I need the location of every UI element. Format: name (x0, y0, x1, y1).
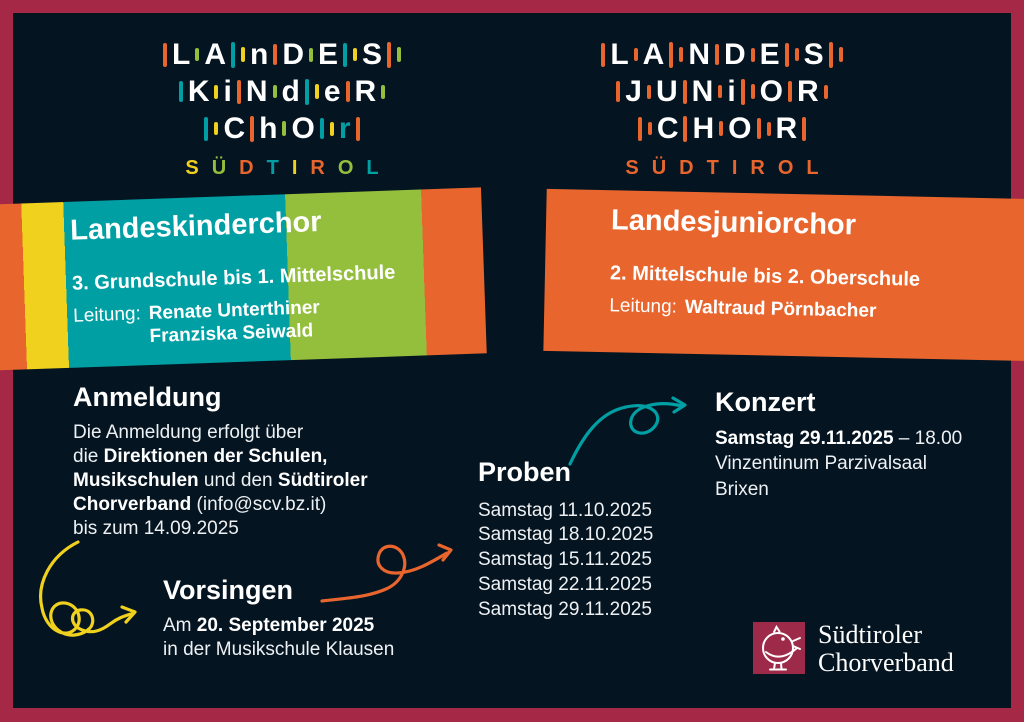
tally-bar-icon (273, 44, 277, 65)
tally-bar-icon (802, 117, 806, 141)
logo-subtitle-letter: L (806, 157, 819, 179)
logo-letter: A (204, 37, 226, 71)
logo-landeskinderchor (112, 36, 452, 178)
tally-bar-icon (741, 79, 745, 105)
proben-date: Samstag 11.10.2025 (478, 499, 652, 521)
proben-date: Samstag 29.11.2025 (478, 598, 652, 620)
logo-row (112, 73, 452, 110)
tally-bar-icon (381, 85, 385, 99)
banner-kinderchor-leaders (148, 296, 321, 348)
banner-juniorchor-leaders (685, 296, 877, 323)
tally-bar-icon (250, 116, 254, 142)
logo-letter: E (317, 37, 338, 71)
logo-letter: e (323, 74, 341, 108)
tally-bar-icon (273, 85, 277, 98)
logo-letter: N (688, 37, 710, 71)
chorverband-name-line1: Südtiroler (818, 620, 922, 649)
logo-landeskinderchor-subtitle (112, 158, 452, 178)
tally-bar-icon (785, 43, 789, 67)
logo-letter: N (245, 74, 268, 108)
tally-bar-icon (346, 81, 350, 102)
logo-letter: i (727, 74, 736, 108)
tally-bar-icon (195, 48, 199, 61)
tally-bar-icon (647, 85, 651, 99)
logo-subtitle-letter: D (679, 157, 694, 179)
konzert-line-1: Samstag 29.11.2025 – 18.00 (715, 427, 963, 449)
banner-juniorchor-title: Landesjuniorchor (610, 204, 857, 242)
banner-kinderchor-subtitle: 3. Grundschule bis 1. Mittelschule (71, 261, 396, 295)
tally-bar-icon (305, 79, 309, 105)
tally-bar-icon (638, 117, 642, 141)
section-konzert (715, 388, 962, 502)
anmeldung-line-3: Musikschulen und den Südtiroler (73, 469, 368, 491)
section-proben (478, 458, 653, 622)
tally-bar-icon (679, 47, 683, 62)
tally-bar-icon (669, 42, 673, 68)
logo-letter: d (281, 74, 300, 108)
banner-juniorchor-leitung-label: Leitung: (609, 295, 678, 318)
tally-bar-icon (356, 117, 360, 141)
logo-subtitle-letter: S (185, 157, 199, 179)
banner-kinderchor-leader: Renate Unterthiner (148, 296, 321, 324)
logo-letter: h (259, 111, 278, 145)
tally-bar-icon (719, 121, 723, 136)
logo-subtitle-letter: O (337, 157, 354, 179)
logo-letter: i (223, 74, 232, 108)
banner-landesjuniorchor (543, 189, 1024, 361)
logo-letter: A (642, 37, 665, 71)
konzert-line-3: Brixen (715, 478, 769, 500)
logo-letter: L (610, 37, 629, 71)
logo-letter: D (282, 37, 304, 71)
vorsingen-heading: Vorsingen (163, 575, 294, 605)
tally-bar-icon (757, 118, 761, 139)
logo-subtitle-letter: R (750, 157, 765, 179)
tally-bar-icon (387, 42, 391, 68)
logo-letter: H (692, 111, 715, 145)
logo-row (552, 110, 892, 147)
tally-bar-icon (683, 116, 687, 142)
konzert-line-2: Vinzentinum Parzivalsaal (715, 453, 927, 475)
logo-letter: C (656, 111, 679, 145)
tally-bar-icon (315, 84, 319, 99)
tally-bar-icon (767, 122, 771, 136)
logo-landeskinderchor-rows (112, 36, 452, 147)
tally-bar-icon (616, 81, 620, 102)
tally-bar-icon (204, 117, 208, 141)
tally-bar-icon (397, 47, 401, 62)
proben-date: Samstag 15.11.2025 (478, 549, 652, 571)
proben-date: Samstag 22.11.2025 (478, 573, 652, 595)
banner-kinderchor-leader: Franziska Seiwald (149, 320, 314, 347)
banner-juniorchor-leader: Waltraud Pörnbacher (684, 296, 877, 322)
tally-bar-icon (751, 48, 755, 62)
logo-letter: L (171, 37, 191, 71)
tally-bar-icon (179, 81, 183, 102)
tally-bar-icon (839, 47, 843, 62)
chorverband-logo (753, 622, 805, 674)
tally-bar-icon (648, 122, 652, 135)
tally-bar-icon (715, 44, 719, 65)
logo-landesjuniorchor (552, 36, 892, 178)
tally-bar-icon (824, 85, 828, 99)
logo-letter: D (723, 37, 746, 71)
vorsingen-line-1: Am 20. September 2025 (163, 614, 375, 636)
logo-subtitle-letter: I (731, 157, 738, 179)
logo-subtitle-letter: D (239, 157, 254, 179)
tally-bar-icon (237, 80, 241, 104)
proben-dates (478, 499, 653, 623)
tally-bar-icon (330, 122, 334, 136)
logo-letter: J (625, 74, 642, 108)
logo-letter: R (775, 111, 798, 145)
logo-row (552, 36, 892, 73)
logo-landesjuniorchor-rows (552, 36, 892, 147)
tally-bar-icon (214, 85, 218, 99)
tally-bar-icon (718, 85, 722, 98)
tally-bar-icon (829, 42, 833, 68)
logo-letter: O (291, 111, 315, 145)
tally-bar-icon (751, 84, 755, 99)
logo-row (112, 36, 452, 73)
anmeldung-line-4: Chorverband (info@scv.bz.it) (73, 493, 327, 515)
logo-letter: E (759, 37, 780, 71)
logo-letter: U (655, 74, 678, 108)
banner-kinderchor-leitung-label: Leitung: (72, 303, 142, 327)
logo-row (552, 73, 892, 110)
tally-bar-icon (241, 47, 245, 62)
logo-letter: C (223, 111, 246, 145)
logo-subtitle-letter: O (777, 157, 794, 179)
logo-subtitle-letter: S (625, 157, 639, 179)
tally-bar-icon (231, 42, 235, 68)
logo-letter: R (797, 74, 819, 108)
proben-heading: Proben (478, 457, 572, 487)
banner-juniorchor-subtitle: 2. Mittelschule bis 2. Oberschule (609, 262, 921, 291)
anmeldung-line-1: Die Anmeldung erfolgt über (73, 421, 304, 443)
logo-letter: K (187, 74, 210, 108)
banner-kinderchor-title: Landeskinderchor (69, 205, 323, 247)
chorverband-name-line2: Chorverband (818, 648, 954, 677)
logo-letter: S (803, 37, 824, 71)
tally-bar-icon (309, 48, 313, 62)
logo-subtitle-letter: R (310, 157, 325, 179)
tally-bar-icon (214, 122, 218, 135)
logo-subtitle-letter: T (706, 157, 719, 179)
konzert-heading: Konzert (715, 387, 816, 417)
logo-letter: r (338, 111, 351, 145)
singing-bird-icon (753, 622, 805, 674)
anmeldung-line-2: die Direktionen der Schulen, (73, 445, 328, 467)
section-vorsingen (163, 576, 394, 662)
tally-bar-icon (320, 118, 324, 139)
logo-letter: R (354, 74, 377, 108)
logo-letter: O (759, 74, 784, 108)
logo-letter: n (249, 37, 269, 71)
logo-subtitle-letter: Ü (651, 157, 667, 179)
logo-letter: S (362, 37, 383, 71)
logo-subtitle-letter: L (366, 157, 379, 179)
tally-bar-icon (601, 43, 605, 67)
tally-bar-icon (788, 81, 792, 102)
logo-subtitle-letter: T (266, 157, 279, 179)
logo-letter: N (691, 74, 714, 108)
logo-row (112, 110, 452, 147)
banner-landeskinderchor (0, 187, 487, 370)
logo-subtitle-letter: Ü (211, 157, 227, 179)
anmeldung-heading: Anmeldung (73, 382, 222, 412)
tally-bar-icon (282, 121, 286, 136)
logo-subtitle-letter: I (291, 157, 298, 179)
vorsingen-line-2: in der Musikschule Klausen (163, 638, 395, 660)
anmeldung-line-5: bis zum 14.09.2025 (73, 517, 239, 539)
logo-letter: O (728, 111, 752, 145)
tally-bar-icon (163, 43, 167, 67)
section-anmeldung (73, 383, 368, 541)
tally-bar-icon (634, 48, 638, 61)
tally-bar-icon (343, 43, 347, 67)
tally-bar-icon (795, 48, 799, 61)
logo-landesjuniorchor-subtitle (552, 158, 892, 178)
proben-date: Samstag 18.10.2025 (478, 524, 654, 546)
tally-bar-icon (353, 48, 357, 61)
tally-bar-icon (683, 80, 687, 104)
chorverband-name (818, 621, 954, 677)
